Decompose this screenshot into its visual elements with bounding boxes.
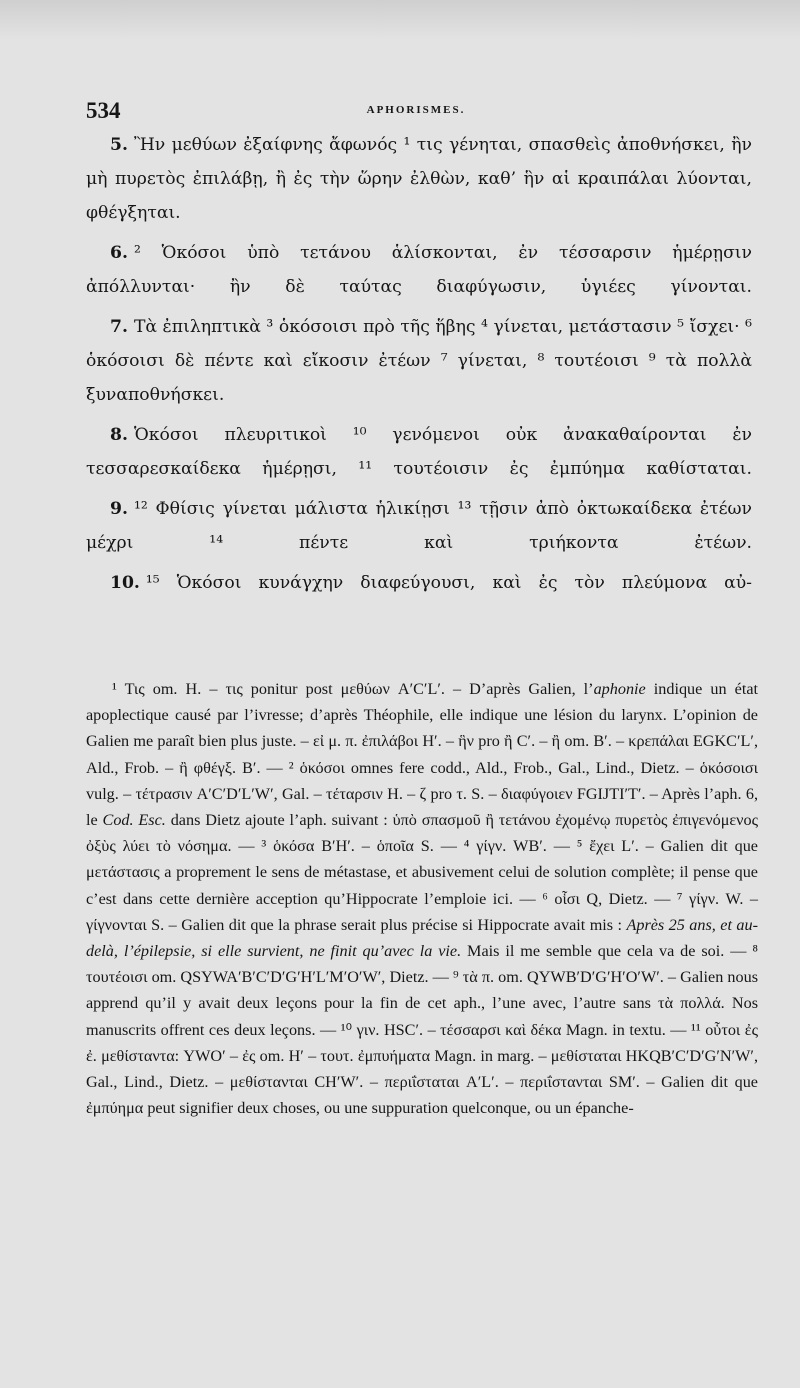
aphorism-text: Ὁκόσοι πλευριτικοὶ ¹⁰ γενόμενοι οὐκ ἀνακαθαίρονται ἐν τεσσαρεσκαίδεκα ἡμέρῃσι, ¹¹ τουτέοισιν ἐς ἐμπύημα καθίσταται. xyxy=(86,425,752,479)
aphorism-number: 7. xyxy=(110,317,128,337)
footnote-block xyxy=(86,676,758,1121)
footnote-text: indique un état apoplectique causé par l’ivresse; d’après Théophile, elle indique une lésion du larynx. L’opinion de Galien me paraît bien plus juste. – εἰ μ. π. ἐπιλάβοι H′. – ἣν pro ἢ C′. – ἢ om. B′. – κρεπάλαι EGKC′L′, Ald., Frob. – ἢ φθέγξ. B′. — ² ὁκόσοι omnes fere codd., Ald., Frob., Gal., Lind., Dietz. – ὁκόσοισι vulg. – τέτρασιν A′C′D′L′W′, Gal. – τέταρσιν H. – ζ pro τ. S. – διαφύγοιεν FGIJTI′T′. – Après l’aph. 6, le xyxy=(86,680,758,830)
footnote-italic-term: aphonie xyxy=(593,680,646,698)
footnote-text: Mais il me semble que cela va de soi. — ⁸ τουτέοισι om. QSYWA′B′C′D′G′H′L′M′O′W′, Dietz. — ⁹ τὰ π. om. QYWB′D′G′H′O′W′. – Galien nous apprend qu’il y avait deux leçons pour la fin de cet aph., l’une avec, l’autre sans τὰ πολλά. Nos manuscrits offrent ces deux leçons. — ¹⁰ γιν. HSC′. – τέσσαρσι καὶ δέκα Magn. in textu. — ¹¹ οὗτοι ἐς ἐ. μεθίσταντα: YWO′ – ἐς om. H′ – τουτ. ἐμπυήματα Magn. in marg. – μεθίσταται HKQB′C′D′G′N′W′, Gal., Lind., Dietz. – μεθίστανται CH′W′. – περιΐσταται A′L′. – περιΐστανται SM′. – Galien dit que ἐμπύημα peut signifier deux choses, ou une suppuration quelconque, ou un épanche- xyxy=(86,942,758,1118)
aphorism-5 xyxy=(86,128,752,230)
aphorism-text: ¹² Φθίσις γίνεται μάλιστα ἡλικίῃσι ¹³ τῇσιν ἀπὸ ὀκτωκαίδεκα ἐτέων μέχρι ¹⁴ πέντε καὶ τριήκοντα ἐτέων. xyxy=(86,499,752,553)
aphorism-number: 10. xyxy=(110,573,140,593)
page-header xyxy=(86,98,746,122)
footnote-italic-source: Cod. Esc. xyxy=(102,811,166,830)
aphorism-number: 8. xyxy=(110,425,128,445)
aphorisms-body xyxy=(86,128,752,600)
footnote-text: ¹ Τις om. H. – τις ponitur post μεθύων A′C′L′. – D’après Galien, l’ xyxy=(112,680,594,698)
aphorism-number: 9. xyxy=(110,499,128,519)
running-head: APHORISMES. xyxy=(366,104,466,116)
footnote-text: dans Dietz ajoute l’aph. suivant : ὑπὸ σπασμοῦ ἢ τετάνου ἐχομένῳ πυρετὸς ἐπιγενόμενος ὀξὺς λύει τὸ νόσημα. — ³ ὁκόσα B′H′. – ὁποῖα S. — ⁴ γίγν. WB′. — ⁵ ἔχει L′. – Galien dit que μετάστασις a proprement le sens de métastase, et abusivement celui de solution complète; il pense que c’est dans cette dernière acception qu’Hippocrate l’emploie ici. — ⁶ οἷσι Q, Dietz. — ⁷ γίγν. W. – γίγνονται S. – Galien dit que la phrase serait plus précise si Hippocrate avait mis : xyxy=(86,811,759,934)
aphorism-8 xyxy=(86,418,752,486)
aphorism-text: Ἢν μεθύων ἐξαίφνης ἄφωνός ¹ τις γένηται, σπασθεὶς ἀποθνήσκει, ἢν μὴ πυρετὸς ἐπιλάβῃ, ἢ ἐς τὴν ὥρην ἐλθὼν, καθ’ ἣν αἱ κραιπάλαι λύονται, φθέγξηται. xyxy=(86,135,752,223)
aphorism-10 xyxy=(86,566,752,600)
footnotes xyxy=(86,676,758,1121)
aphorism-6 xyxy=(86,236,752,304)
aphorism-number: 5. xyxy=(110,135,128,155)
aphorism-text: ¹⁵ Ὁκόσοι κυνάγχην διαφεύγουσι, καὶ ἐς τὸν πλεύμονα αὐ- xyxy=(145,573,752,593)
footnote-italic-quote: Après 25 ans, et au-delà, l’épilepsie, si elle survient, ne finit qu’avec la vie. xyxy=(86,915,758,961)
page-number: 534 xyxy=(86,98,121,123)
page-fold-shadow xyxy=(0,0,800,40)
aphorism-9 xyxy=(86,492,752,560)
aphorism-7 xyxy=(86,310,752,412)
aphorism-text: ² Ὁκόσοι ὑπὸ τετάνου ἁλίσκονται, ἐν τέσσαρσιν ἡμέρῃσιν ἀπόλλυνται· ἢν δὲ ταύτας διαφύγωσιν, ὑγιέες γίνονται. xyxy=(86,243,752,297)
aphorism-number: 6. xyxy=(110,243,128,263)
aphorism-text: Τὰ ἐπιληπτικὰ ³ ὁκόσοισι πρὸ τῆς ἥβης ⁴ γίνεται, μετάστασιν ⁵ ἴσχει· ⁶ ὁκόσοισι δὲ πέντε καὶ εἴκοσιν ἐτέων ⁷ γίνεται, ⁸ τουτέοισι ⁹ τὰ πολλὰ ξυναποθνήσκει. xyxy=(86,317,752,405)
